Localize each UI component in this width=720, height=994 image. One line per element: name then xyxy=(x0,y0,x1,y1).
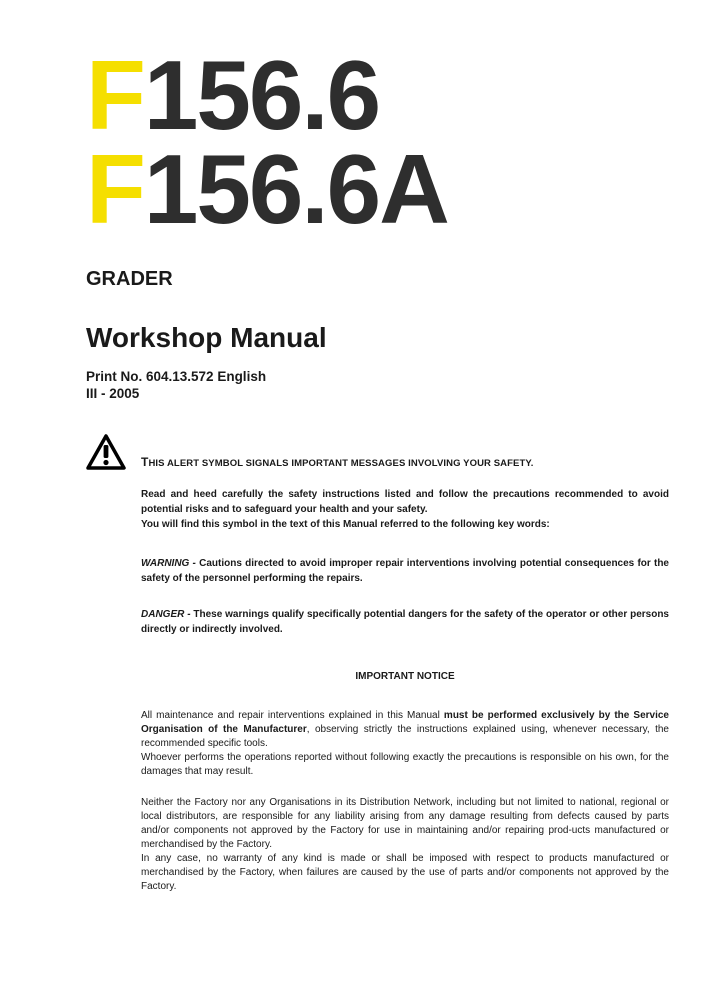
maintenance-paragraph xyxy=(141,709,669,779)
model-title-2 xyxy=(86,134,448,244)
maintenance-text xyxy=(141,709,669,751)
print-number: Print No. 604.13.572 English xyxy=(86,369,267,384)
read-heed-text: Read and heed carefully the safety instructions listed and follow the precautions recommended to avoid potential risks and to safeguard your health and your safety. xyxy=(141,489,669,515)
maintenance-text-start: All maintenance and repair interventions explained in this Manual xyxy=(141,710,444,721)
warranty-text: In any case, no warranty of any kind is made or shall be imposed with respect to products manufactured or merchandised by the Factory, when failures are caused by the use of parts and/or components not approved by the Factory. xyxy=(141,853,669,892)
model-title-1 xyxy=(86,40,380,150)
safety-instructions xyxy=(141,487,669,532)
danger-text: These warnings qualify specifically potential dangers for the safety of the operator or other persons directly or indirectly involved. xyxy=(141,609,669,635)
warning-triangle-icon xyxy=(86,434,126,470)
warning-paragraph xyxy=(141,556,669,586)
alert-heading xyxy=(141,455,534,469)
document-title: Workshop Manual xyxy=(86,322,327,353)
maintenance-text-bold: must be performed exclusively by the Service Organisation of the Manufacturer xyxy=(141,710,669,735)
alert-heading-text: HIS ALERT SYMBOL SIGNALS IMPORTANT MESSAGES INVOLVING YOUR SAFETY. xyxy=(148,458,534,469)
warning-text: Cautions directed to avoid improper repair interventions involving potential consequences for the safety of the personnel performing the repairs. xyxy=(141,558,669,584)
whoever-text: Whoever performs the operations reported without following exactly the precautions is responsible on his own, for the damages that may result. xyxy=(141,752,669,777)
important-notice-title: IMPORTANT NOTICE xyxy=(355,671,455,682)
liability-paragraph xyxy=(141,796,669,894)
warning-label: WARNING - xyxy=(141,558,196,569)
neither-text: Neither the Factory nor any Organisations in its Distribution Network, including but not limited to national, regional or local distributors, are responsible for any liability arising from any damage resulting from defects caused by parts and/or components not approved by the Factory for use in maintaining and/or repairing prod-ucts manufactured or merchandised by the Factory. xyxy=(141,797,669,850)
danger-paragraph xyxy=(141,607,669,637)
model-number: 156.6 xyxy=(143,40,380,150)
alert-heading-cap: T xyxy=(141,455,149,469)
maintenance-text-end: , observing strictly the instructions explained using, whenever necessary, the recommended specific tools. xyxy=(141,724,669,749)
symbol-note-text: You will find this symbol in the text of this Manual referred to the following key words: xyxy=(141,519,550,530)
model-letter: F xyxy=(86,134,144,244)
model-letter: F xyxy=(86,40,144,150)
edition: III - 2005 xyxy=(86,386,140,401)
print-info xyxy=(86,368,266,402)
model-number: 156.6A xyxy=(143,134,448,244)
product-type: GRADER xyxy=(86,268,173,290)
danger-label: DANGER - xyxy=(141,609,191,620)
